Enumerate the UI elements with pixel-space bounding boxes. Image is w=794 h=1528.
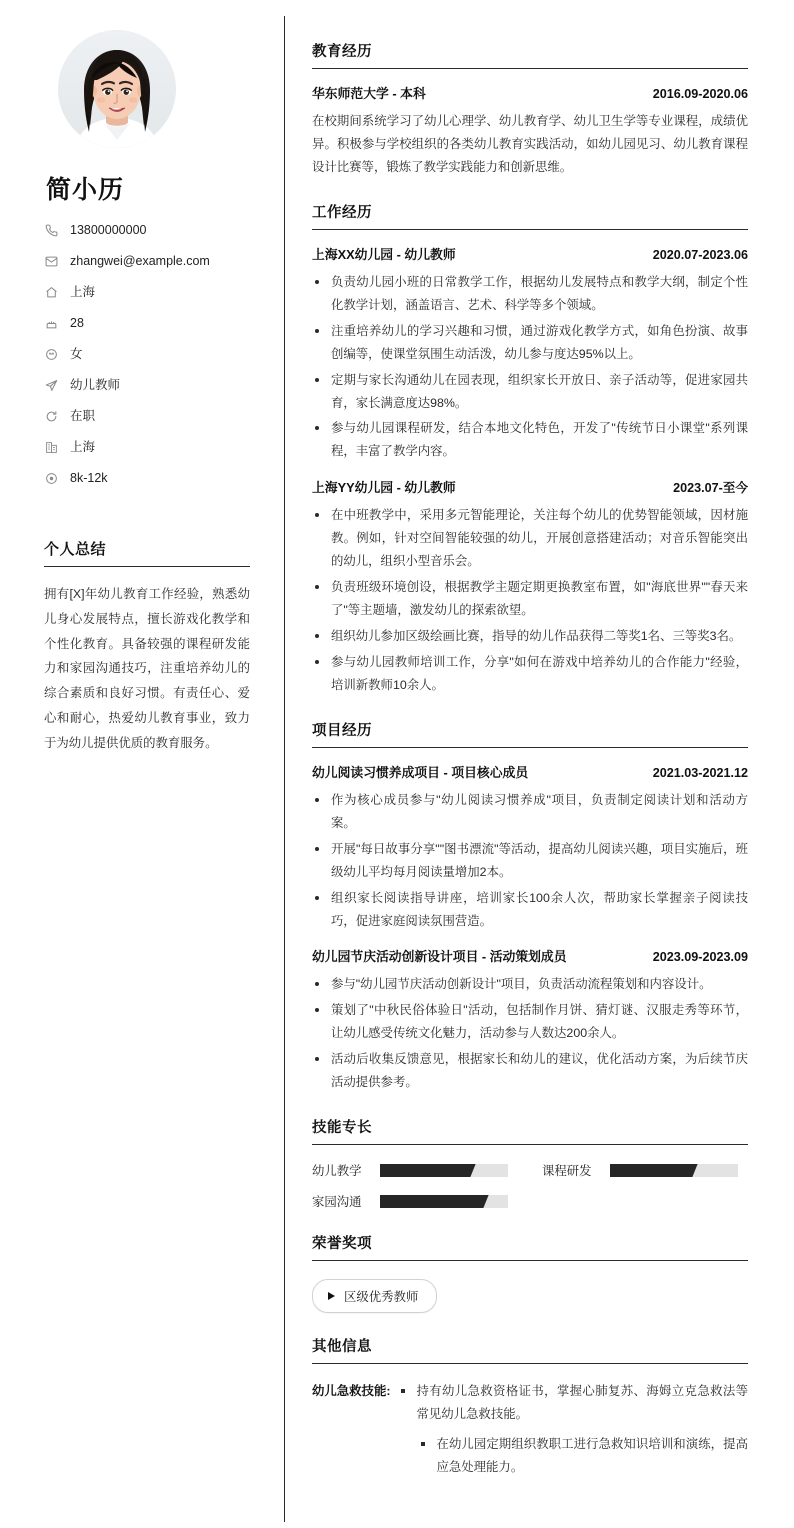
other-info-group — [312, 1378, 748, 1486]
summary-section — [44, 538, 250, 756]
list-item: 策划了"中秋民俗体验日"活动，包括制作月饼、猜灯谜、汉服走秀等环节，让幼儿感受传统文化魅力，活动参与人数达200余人。 — [312, 999, 748, 1045]
contact-value: 女 — [70, 346, 83, 361]
entry-title: 华东师范大学 - 本科 — [312, 86, 426, 101]
building-icon — [44, 440, 59, 455]
summary-title: 个人总结 — [44, 538, 250, 567]
project-entry — [312, 762, 748, 933]
bullet-list — [312, 789, 748, 933]
entry-header — [312, 946, 748, 965]
skill-progress-fill — [380, 1164, 480, 1177]
honor-label: 区级优秀教师 — [344, 1290, 419, 1305]
education-section — [312, 40, 748, 179]
paper-plane-icon — [44, 378, 59, 393]
other-info-label: 幼儿急救技能: — [312, 1384, 391, 1399]
skill-grid — [312, 1159, 748, 1210]
list-item: 参与"幼儿园节庆活动创新设计"项目，负责活动流程策划和内容设计。 — [312, 973, 748, 996]
work-title: 工作经历 — [312, 201, 748, 230]
avatar-photo — [58, 30, 176, 148]
summary-text: 拥有[X]年幼儿教育工作经验，熟悉幼儿身心发展特点，擅长游戏化教学和个性化教育。具备较强的课程研发能力和家园沟通技巧，注重培养幼儿的综合素质和良好习惯。有责任心、爱心和耐心，热爱幼儿教育事业，致力于为幼儿提供优质的教育服务。 — [44, 587, 250, 750]
skill-progress-bar — [380, 1195, 508, 1208]
list-item: 持有幼儿急救资格证书，掌握心肺复苏、海姆立克急救法等常见幼儿急救技能。 — [398, 1380, 748, 1426]
list-item: 活动后收集反馈意见，根据家长和幼儿的建议，优化活动方案，为后续节庆活动提供参考。 — [312, 1048, 748, 1094]
list-item: 参与幼儿园课程研发，结合本地文化特色，开发了"传统节日小课堂"系列课程，丰富了教学内容。 — [312, 417, 748, 463]
honor-tag[interactable] — [312, 1279, 437, 1313]
refresh-icon — [44, 409, 59, 424]
skill-progress-fill — [380, 1195, 493, 1208]
contact-value: 8k-12k — [70, 470, 108, 485]
contact-item-phone — [44, 222, 250, 238]
home-icon — [44, 285, 59, 300]
contact-item-gender — [44, 346, 250, 362]
education-entry — [312, 83, 748, 179]
list-item: 组织家长阅读指导讲座，培训家长100余人次，帮助家长掌握亲子阅读技巧，促进家庭阅读氛围营造。 — [312, 887, 748, 933]
honors-title: 荣誉奖项 — [312, 1232, 748, 1261]
contact-item-email — [44, 253, 250, 269]
projects-title: 项目经历 — [312, 719, 748, 748]
list-item: 在幼儿园定期组织教职工进行急救知识培训和演练，提高应急处理能力。 — [398, 1433, 748, 1479]
gender-icon — [44, 347, 59, 362]
sidebar — [0, 26, 284, 1508]
entry-title: 幼儿园节庆活动创新设计项目 - 活动策划成员 — [312, 949, 567, 965]
entry-date: 2023.09-2023.09 — [652, 950, 748, 965]
contact-item-status — [44, 408, 250, 424]
skill-row — [312, 1192, 518, 1210]
entry-date: 2016.09-2020.06 — [652, 87, 748, 101]
list-item: 在中班教学中，采用多元智能理论，关注每个幼儿的优势智能领域，因材施教。例如，针对空间智能较强的幼儿，开展创意搭建活动；对音乐智能突出的幼儿，组织小型音乐会。 — [312, 504, 748, 573]
page-title: 简小历 — [46, 176, 125, 204]
bullet-list — [312, 973, 748, 1094]
avatar — [58, 30, 176, 148]
contact-value: 上海 — [70, 439, 96, 454]
entry-header — [312, 477, 748, 496]
other-info-list — [398, 1380, 748, 1486]
entry-date: 2023.07-至今 — [673, 481, 748, 496]
contact-item-city — [44, 439, 250, 455]
main-content — [284, 26, 794, 1508]
skill-row — [312, 1161, 518, 1179]
education-title: 教育经历 — [312, 40, 748, 69]
contact-value: 幼儿教师 — [70, 377, 121, 392]
contact-value: 13800000000 — [70, 222, 147, 237]
other-info-title: 其他信息 — [312, 1335, 748, 1364]
skill-label: 家园沟通 — [312, 1195, 362, 1210]
entry-header — [312, 244, 748, 263]
contact-value: 28 — [70, 315, 84, 330]
skill-row — [542, 1161, 748, 1179]
list-item: 注重培养幼儿的学习兴趣和习惯，通过游戏化教学方式，如角色扮演、故事创编等，使课堂氛围生动活泼，幼儿参与度达95%以上。 — [312, 320, 748, 366]
skill-progress-fill — [610, 1164, 702, 1177]
other-info-section — [312, 1335, 748, 1486]
entry-header — [312, 83, 748, 102]
entry-title: 上海YY幼儿园 - 幼儿教师 — [312, 480, 456, 496]
honors-section — [312, 1232, 748, 1313]
skill-progress-bar — [610, 1164, 738, 1177]
contact-item-position — [44, 377, 250, 393]
work-entry — [312, 244, 748, 464]
list-item: 负责幼儿园小班的日常教学工作，根据幼儿发展特点和教学大纲，制定个性化教学计划，涵盖语言、艺术、科学等多个领域。 — [312, 271, 748, 317]
contact-item-location — [44, 284, 250, 300]
envelope-icon — [44, 254, 59, 269]
project-entry — [312, 946, 748, 1094]
bullet-list — [312, 504, 748, 697]
entry-title: 上海XX幼儿园 - 幼儿教师 — [312, 246, 456, 262]
entry-title: 幼儿阅读习惯养成项目 - 项目核心成员 — [312, 764, 529, 780]
cake-icon — [44, 316, 59, 331]
contact-value: zhangwei@example.com — [70, 253, 210, 268]
target-icon — [44, 471, 59, 486]
bullet-list — [312, 271, 748, 464]
skills-section — [312, 1116, 748, 1210]
contact-item-salary — [44, 470, 250, 486]
list-item: 开展"每日故事分享""图书漂流"等活动，提高幼儿阅读兴趣，项目实施后，班级幼儿平均每月阅读量增加2本。 — [312, 838, 748, 884]
skills-title: 技能专长 — [312, 1116, 748, 1145]
list-item: 参与幼儿园教师培训工作，分享"如何在游戏中培养幼儿的合作能力"经验，培训新教师10余人。 — [312, 651, 748, 697]
phone-icon — [44, 223, 59, 238]
entry-description: 在校期间系统学习了幼儿心理学、幼儿教育学、幼儿卫生学等专业课程，成绩优异。积极参与学校组织的各类幼儿教育实践活动，如幼儿园见习、幼儿教育课程设计比赛等，锻炼了教学实践能力和创新思维。 — [312, 114, 748, 174]
entry-date: 2021.03-2021.12 — [652, 765, 748, 780]
contact-item-age — [44, 315, 250, 331]
entry-header — [312, 762, 748, 781]
honor-list — [312, 1275, 748, 1313]
list-item: 作为核心成员参与"幼儿阅读习惯养成"项目，负责制定阅读计划和活动方案。 — [312, 789, 748, 835]
contact-list — [44, 222, 250, 486]
work-section — [312, 201, 748, 697]
work-entry — [312, 477, 748, 697]
skill-label: 课程研发 — [542, 1164, 592, 1179]
list-item: 定期与家长沟通幼儿在园表现，组织家长开放日、亲子活动等，促进家园共育，家长满意度达98%。 — [312, 369, 748, 415]
entry-date: 2020.07-2023.06 — [652, 247, 748, 262]
projects-section — [312, 719, 748, 1094]
skill-label: 幼儿教学 — [312, 1164, 362, 1179]
contact-value: 上海 — [70, 284, 96, 299]
play-triangle-icon — [328, 1292, 335, 1300]
column-divider — [284, 16, 285, 1522]
list-item: 组织幼儿参加区级绘画比赛，指导的幼儿作品获得二等奖1名、三等奖3名。 — [312, 625, 748, 648]
contact-value: 在职 — [70, 408, 96, 423]
list-item: 负责班级环境创设，根据教学主题定期更换教室布置，如"海底世界""春天来了"等主题墙，激发幼儿的探索欲望。 — [312, 576, 748, 622]
skill-progress-bar — [380, 1164, 508, 1177]
